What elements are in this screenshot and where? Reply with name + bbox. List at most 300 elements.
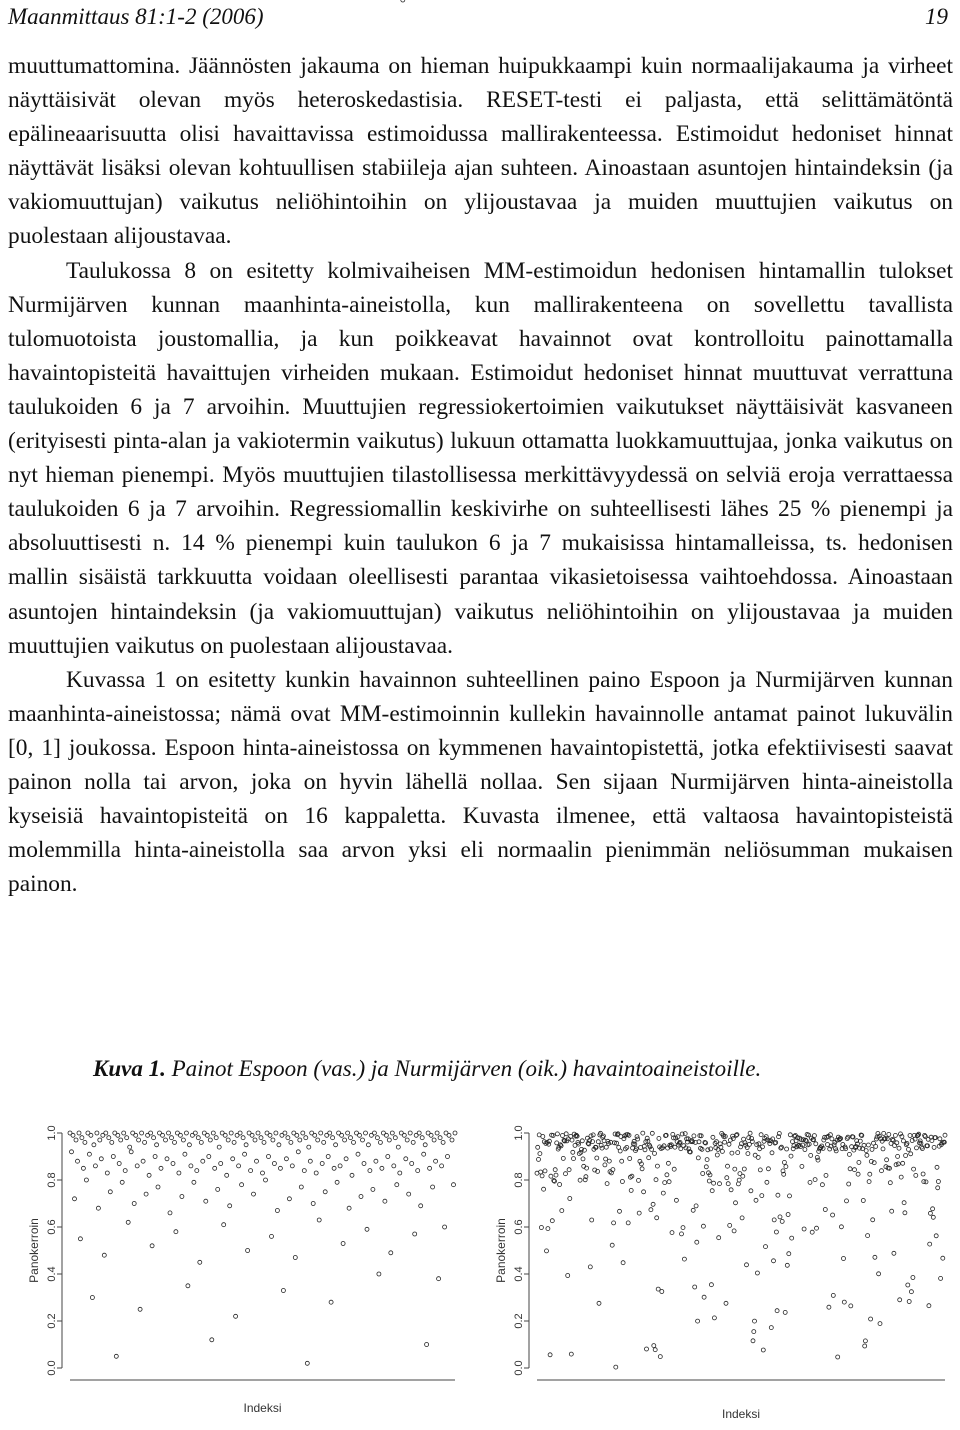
data-point: [849, 1304, 853, 1308]
data-point: [727, 1142, 731, 1146]
data-point: [137, 1138, 141, 1142]
data-point: [637, 1211, 641, 1215]
data-point: [815, 1156, 819, 1160]
data-point: [674, 1198, 678, 1202]
data-point: [350, 1173, 354, 1177]
data-point: [663, 1181, 667, 1185]
data-point: [452, 1183, 456, 1187]
data-point: [554, 1173, 558, 1177]
data-point: [125, 1136, 129, 1140]
data-point: [435, 1131, 439, 1135]
data-point: [81, 1166, 85, 1170]
data-point: [437, 1277, 441, 1281]
data-point: [693, 1285, 697, 1289]
data-point: [120, 1180, 124, 1184]
data-point: [301, 1131, 305, 1135]
y-tick-label: 0.6: [46, 1219, 58, 1235]
data-point: [545, 1249, 549, 1253]
data-point: [728, 1223, 732, 1227]
data-point: [105, 1171, 109, 1175]
data-point: [882, 1131, 886, 1135]
data-point: [772, 1259, 776, 1263]
data-point: [572, 1157, 576, 1161]
data-point: [453, 1131, 457, 1135]
data-point: [605, 1182, 609, 1186]
data-point: [375, 1136, 379, 1140]
data-point: [934, 1234, 938, 1238]
data-point: [408, 1131, 412, 1135]
data-point: [866, 1143, 870, 1147]
data-point: [548, 1353, 552, 1357]
data-point: [122, 1131, 126, 1135]
data-point: [331, 1136, 335, 1140]
data-point: [92, 1143, 96, 1147]
data-point: [707, 1179, 711, 1183]
data-point: [231, 1157, 235, 1161]
data-point: [787, 1252, 791, 1256]
data-point: [711, 1135, 715, 1139]
data-point: [296, 1150, 300, 1154]
data-point: [178, 1133, 182, 1137]
data-point: [349, 1136, 353, 1140]
data-point: [740, 1216, 744, 1220]
data-point: [921, 1172, 925, 1176]
data-point: [261, 1171, 265, 1175]
data-point: [434, 1159, 438, 1163]
data-point: [207, 1155, 211, 1159]
data-point: [213, 1166, 217, 1170]
data-point: [601, 1134, 605, 1138]
data-point: [386, 1155, 390, 1159]
data-point: [788, 1133, 792, 1137]
data-point: [392, 1164, 396, 1168]
journal-reference: Maanmittaus 81:1-2 (2006): [8, 4, 264, 29]
data-point: [569, 1352, 573, 1356]
data-point: [283, 1131, 287, 1135]
data-point: [78, 1237, 82, 1241]
data-point: [368, 1169, 372, 1173]
data-point: [358, 1133, 362, 1137]
data-point: [928, 1211, 932, 1215]
data-point: [447, 1133, 451, 1137]
data-point: [180, 1195, 184, 1199]
data-point: [395, 1183, 399, 1187]
data-point: [390, 1131, 394, 1135]
data-point: [712, 1181, 716, 1185]
data-point: [441, 1140, 445, 1144]
data-point: [610, 1243, 614, 1247]
data-point: [365, 1227, 369, 1231]
data-point: [893, 1133, 897, 1137]
y-tick-label: 1.0: [513, 1125, 525, 1141]
data-point: [629, 1188, 633, 1192]
data-point: [901, 1139, 905, 1143]
data-point: [107, 1136, 111, 1140]
data-point: [143, 1140, 147, 1144]
data-point: [802, 1227, 806, 1231]
data-point: [225, 1173, 229, 1177]
data-point: [181, 1138, 185, 1142]
data-point: [98, 1138, 102, 1142]
data-point: [74, 1138, 78, 1142]
data-point: [334, 1143, 338, 1147]
data-point: [756, 1155, 760, 1159]
data-point: [842, 1300, 846, 1304]
data-point: [123, 1169, 127, 1173]
data-point: [748, 1131, 752, 1135]
data-point: [153, 1155, 157, 1159]
data-point: [87, 1152, 91, 1156]
data-point: [553, 1168, 557, 1172]
data-point: [810, 1230, 814, 1234]
data-point: [550, 1219, 554, 1223]
data-point: [539, 1226, 543, 1230]
data-point: [936, 1180, 940, 1184]
data-point: [658, 1355, 662, 1359]
data-point: [71, 1133, 75, 1137]
data-point: [907, 1300, 911, 1304]
data-point: [543, 1169, 547, 1173]
data-point: [223, 1133, 227, 1137]
data-point: [695, 1240, 699, 1244]
data-point: [156, 1185, 160, 1189]
data-point: [789, 1154, 793, 1158]
data-point: [326, 1155, 330, 1159]
figure-caption-label: Kuva 1.: [93, 1056, 166, 1081]
data-point: [701, 1224, 705, 1228]
data-point: [720, 1149, 724, 1153]
data-point: [865, 1153, 869, 1157]
data-point: [199, 1140, 203, 1144]
data-point: [654, 1178, 658, 1182]
data-point: [691, 1208, 695, 1212]
page-number: 19: [925, 4, 948, 29]
data-point: [438, 1136, 442, 1140]
data-point: [149, 1131, 153, 1135]
data-point: [396, 1145, 400, 1149]
data-point: [732, 1229, 736, 1233]
data-point: [914, 1173, 918, 1177]
data-point: [817, 1149, 821, 1153]
data-point: [611, 1168, 615, 1172]
data-point: [760, 1194, 764, 1198]
data-point: [341, 1242, 345, 1246]
data-point: [329, 1300, 333, 1304]
data-point: [782, 1160, 786, 1164]
data-point: [420, 1136, 424, 1140]
data-point: [705, 1158, 709, 1162]
data-point: [709, 1283, 713, 1287]
data-point: [588, 1265, 592, 1269]
data-point: [736, 1182, 740, 1186]
data-point: [715, 1153, 719, 1157]
data-point: [943, 1133, 947, 1137]
data-point: [754, 1198, 758, 1202]
y-axis-label: Panokerroin: [494, 1218, 508, 1283]
data-point: [717, 1236, 721, 1240]
data-point: [387, 1138, 391, 1142]
data-point: [566, 1274, 570, 1278]
data-point: [241, 1136, 245, 1140]
data-point: [800, 1164, 804, 1168]
data-point: [848, 1167, 852, 1171]
data-point: [749, 1189, 753, 1193]
data-point: [786, 1213, 790, 1217]
data-point: [93, 1164, 97, 1168]
data-point: [322, 1140, 326, 1144]
data-point: [761, 1145, 765, 1149]
y-axis-label: Panokerroin: [27, 1218, 41, 1283]
data-point: [432, 1138, 436, 1142]
data-point: [284, 1157, 288, 1161]
data-point: [718, 1182, 722, 1186]
data-point: [155, 1143, 159, 1147]
data-point: [831, 1293, 835, 1297]
data-point: [867, 1180, 871, 1184]
data-point: [885, 1158, 889, 1162]
data-point: [320, 1162, 324, 1166]
y-tick-label: 0.8: [46, 1172, 58, 1188]
data-point: [536, 1145, 540, 1149]
data-point: [808, 1180, 812, 1184]
data-point: [751, 1339, 755, 1343]
data-point: [219, 1162, 223, 1166]
data-point: [413, 1232, 417, 1236]
data-point: [636, 1137, 640, 1141]
data-point: [243, 1152, 247, 1156]
data-point: [761, 1348, 765, 1352]
data-point: [274, 1131, 278, 1135]
data-point: [730, 1151, 734, 1155]
data-point: [150, 1244, 154, 1248]
data-point: [626, 1221, 630, 1225]
data-point: [377, 1272, 381, 1276]
y-tick-label: 0.4: [513, 1266, 525, 1282]
data-point: [338, 1164, 342, 1168]
y-tick-label: 0.2: [513, 1313, 525, 1329]
data-point: [259, 1136, 263, 1140]
data-point: [90, 1296, 94, 1300]
data-point: [618, 1209, 622, 1213]
data-point: [277, 1143, 281, 1147]
data-point: [571, 1150, 575, 1154]
data-point: [681, 1226, 685, 1230]
data-point: [422, 1152, 426, 1156]
data-point: [877, 1272, 881, 1276]
data-point: [253, 1138, 257, 1142]
data-point: [863, 1344, 867, 1348]
data-point: [372, 1131, 376, 1135]
data-point: [102, 1253, 106, 1257]
data-point: [651, 1202, 655, 1206]
data-point: [863, 1339, 867, 1343]
data-point: [332, 1166, 336, 1170]
data-point: [201, 1159, 205, 1163]
data-point: [299, 1185, 303, 1189]
data-point: [431, 1185, 435, 1189]
data-point: [839, 1225, 843, 1229]
data-point: [167, 1131, 171, 1135]
data-point: [841, 1143, 845, 1147]
data-point: [108, 1190, 112, 1194]
data-point: [232, 1140, 236, 1144]
data-point: [861, 1199, 865, 1203]
data-point: [208, 1138, 212, 1142]
data-point: [831, 1213, 835, 1217]
data-point: [564, 1132, 568, 1136]
data-point: [119, 1138, 123, 1142]
data-point: [628, 1157, 632, 1161]
data-point: [401, 0, 405, 2]
data-point: [847, 1152, 851, 1156]
data-point: [765, 1180, 769, 1184]
y-tick-label: 0.4: [46, 1266, 58, 1282]
data-point: [845, 1199, 849, 1203]
data-point: [847, 1182, 851, 1186]
data-point: [612, 1221, 616, 1225]
data-point: [604, 1145, 608, 1149]
data-point: [570, 1138, 574, 1142]
data-point: [76, 1159, 80, 1163]
data-point: [650, 1131, 654, 1135]
data-point: [237, 1164, 241, 1168]
data-point: [887, 1132, 891, 1136]
data-point: [932, 1145, 936, 1149]
data-point: [302, 1169, 306, 1173]
data-point: [710, 1189, 714, 1193]
data-point: [726, 1182, 730, 1186]
data-point: [694, 1204, 698, 1208]
data-point: [815, 1226, 819, 1230]
data-point: [906, 1283, 910, 1287]
data-point: [271, 1138, 275, 1142]
data-point: [580, 1139, 584, 1143]
data-point: [192, 1180, 196, 1184]
data-point: [785, 1147, 789, 1151]
data-point: [417, 1131, 421, 1135]
data-point: [110, 1140, 114, 1144]
data-point: [820, 1183, 824, 1187]
data-point: [378, 1140, 382, 1144]
data-point: [161, 1133, 165, 1137]
data-point: [298, 1138, 302, 1142]
data-point: [790, 1236, 794, 1240]
data-point: [672, 1167, 676, 1171]
data-point: [809, 1153, 813, 1157]
data-point: [346, 1131, 350, 1135]
data-point: [660, 1290, 664, 1294]
data-point: [249, 1169, 253, 1173]
data-point: [766, 1167, 770, 1171]
data-point: [114, 1354, 118, 1358]
data-point: [402, 1133, 406, 1137]
data-point: [696, 1319, 700, 1323]
data-point: [186, 1284, 190, 1288]
data-point: [655, 1216, 659, 1220]
data-point: [293, 1256, 297, 1260]
data-point: [775, 1309, 779, 1313]
data-point: [772, 1218, 776, 1222]
data-point: [696, 1156, 700, 1160]
data-point: [578, 1178, 582, 1182]
data-point: [407, 1192, 411, 1196]
data-point: [741, 1174, 745, 1178]
data-point: [246, 1249, 250, 1253]
data-point: [366, 1143, 370, 1147]
data-point: [250, 1133, 254, 1137]
data-point: [666, 1161, 670, 1165]
data-point: [173, 1140, 177, 1144]
data-point: [908, 1134, 912, 1138]
data-point: [129, 1150, 133, 1154]
data-point: [214, 1136, 218, 1140]
data-point: [642, 1190, 646, 1194]
data-point: [904, 1154, 908, 1158]
data-point: [423, 1143, 427, 1147]
data-point: [895, 1141, 899, 1145]
data-point: [443, 1225, 447, 1229]
data-point: [204, 1199, 208, 1203]
data-point: [725, 1176, 729, 1180]
data-point: [564, 1172, 568, 1176]
data-point: [647, 1156, 651, 1160]
data-point: [234, 1314, 238, 1318]
data-point: [393, 1136, 397, 1140]
data-point: [759, 1133, 763, 1137]
data-point: [344, 1157, 348, 1161]
data-point: [881, 1147, 885, 1151]
x-axis-label: Indeksi: [721, 1407, 761, 1421]
y-tick-label: 1.0: [46, 1125, 58, 1141]
data-point: [780, 1219, 784, 1223]
data-point: [560, 1209, 564, 1213]
y-tick-label: 0.8: [513, 1172, 525, 1188]
data-point: [198, 1260, 202, 1264]
data-point: [752, 1330, 756, 1334]
data-point: [83, 1140, 87, 1144]
data-point: [314, 1171, 318, 1175]
data-point: [596, 1140, 600, 1144]
data-point: [864, 1149, 868, 1153]
data-point: [229, 1131, 233, 1135]
data-point: [264, 1178, 268, 1182]
data-point: [607, 1159, 611, 1163]
data-point: [936, 1186, 940, 1190]
data-point: [295, 1133, 299, 1137]
data-point: [597, 1301, 601, 1305]
data-point: [210, 1338, 214, 1342]
data-point: [132, 1202, 136, 1206]
data-point: [857, 1160, 861, 1164]
data-point: [893, 1144, 897, 1148]
data-point: [319, 1131, 323, 1135]
data-point: [428, 1166, 432, 1170]
data-point: [189, 1164, 193, 1168]
data-point: [134, 1133, 138, 1137]
y-tick-label: 0.0: [513, 1360, 525, 1376]
data-point: [655, 1164, 659, 1168]
data-point: [880, 1169, 884, 1173]
data-point: [255, 1159, 259, 1163]
data-point: [823, 1208, 827, 1212]
data-point: [141, 1159, 145, 1163]
data-point: [869, 1317, 873, 1321]
data-point: [352, 1140, 356, 1144]
y-tick-label: 0.0: [46, 1360, 58, 1376]
data-point: [404, 1157, 408, 1161]
data-point: [138, 1307, 142, 1311]
x-axis-label: Indeksi: [243, 1401, 282, 1415]
